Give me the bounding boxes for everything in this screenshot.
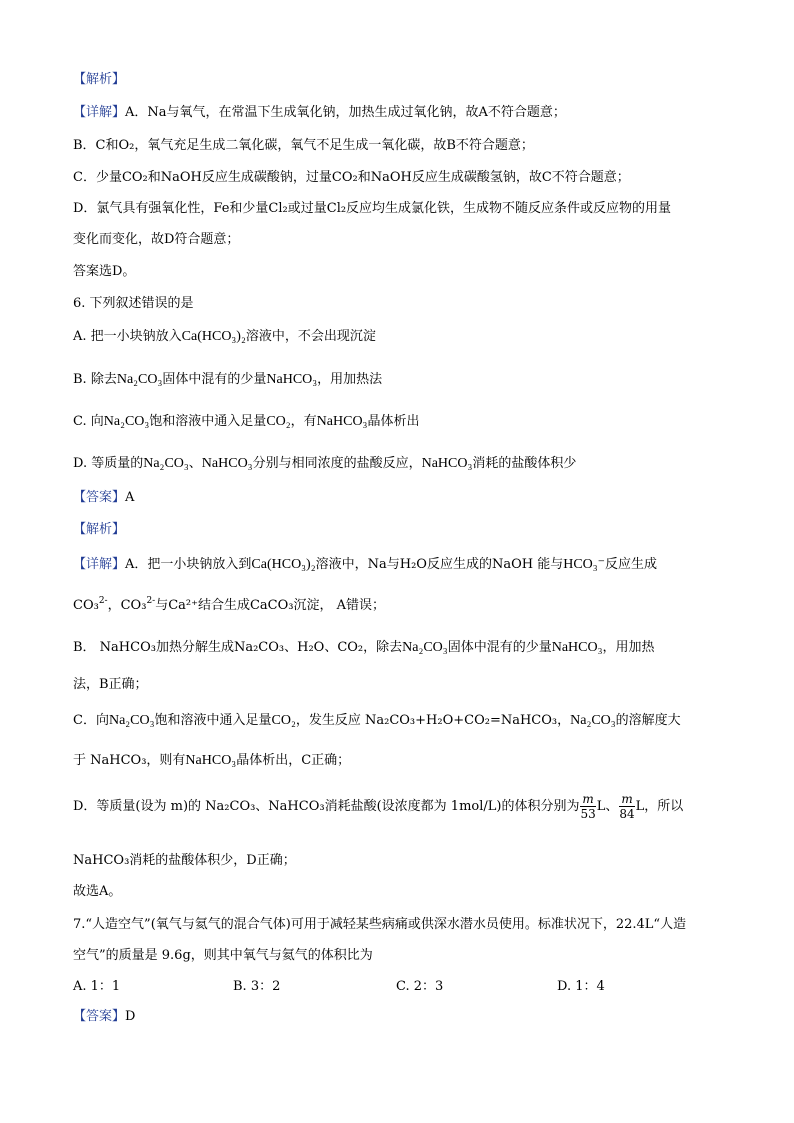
explain-6-a-line1 bbox=[73, 553, 657, 573]
question-7-option-b: B. 3：2 bbox=[233, 979, 281, 994]
superscript: 2- bbox=[146, 596, 156, 606]
option-d-text: 、 bbox=[188, 456, 202, 471]
question-6-option-b bbox=[73, 368, 382, 388]
text: L、 bbox=[596, 799, 619, 814]
answer-value: A bbox=[125, 490, 135, 505]
fraction-denominator: 53 bbox=[580, 807, 596, 821]
explanation-d-line2: 变化而变化，故D符合题意； bbox=[73, 232, 240, 247]
explain-6-b-line1 bbox=[73, 636, 654, 656]
question-6-analysis bbox=[73, 518, 125, 537]
formula: NaHCO₃ bbox=[201, 456, 253, 471]
text: 晶体析出，C正确； bbox=[236, 753, 351, 768]
question-6-stem: 6. 下列叙述错误的是 bbox=[73, 296, 194, 311]
option-d-text: 消耗的盐酸体积少 bbox=[472, 456, 577, 471]
formula: HCO₃⁻ bbox=[563, 557, 606, 572]
detail-tag: 【详解】 bbox=[73, 557, 126, 572]
question-6-option-d bbox=[73, 452, 576, 472]
explain-6-b-line2: 法，B正确； bbox=[73, 677, 148, 692]
formula: Na₂CO₃ bbox=[143, 456, 189, 471]
explain-6-d-line2: NaHCO₃消耗的盐酸体积少，D正确； bbox=[73, 853, 296, 868]
text: ，CO₃ bbox=[107, 598, 147, 613]
question-7-option-c: C. 2：3 bbox=[396, 979, 444, 994]
formula: Ca(HCO₃)₂ bbox=[181, 329, 246, 344]
text: 的溶解度大 bbox=[615, 713, 681, 728]
formula: NaHCO₃ bbox=[266, 372, 318, 387]
formula: NaHCO₃ bbox=[185, 753, 237, 768]
answer-value: D bbox=[125, 1009, 136, 1024]
option-b-text: B. 除去 bbox=[73, 372, 117, 387]
explain-6-c-line2 bbox=[73, 749, 350, 769]
question-6-answer bbox=[73, 486, 134, 505]
text: ，发生反应 Na₂CO₃+H₂O+CO₂=NaHCO₃， bbox=[295, 713, 571, 728]
question-7-option-a: A. 1：1 bbox=[73, 979, 121, 994]
explanation-c: C．少量CO₂和NaOH反应生成碳酸钠，过量CO₂和NaOH反应生成碳酸氢钠，故C不符合题意； bbox=[73, 170, 630, 185]
answer-tag: 【答案】 bbox=[73, 490, 126, 505]
fraction-numerator: m bbox=[582, 792, 594, 806]
fraction-denominator: 84 bbox=[619, 807, 635, 821]
explain-6-select: 故选A。 bbox=[73, 884, 122, 899]
analysis-tag: 【解析】 bbox=[73, 72, 126, 87]
text: 于 NaHCO₃，则有 bbox=[73, 753, 186, 768]
formula: Na₂CO₃ bbox=[116, 372, 163, 387]
fraction-m-over-53 bbox=[580, 792, 595, 821]
explain-6-c-line1 bbox=[73, 709, 681, 729]
text: 反应生成 bbox=[605, 557, 658, 572]
fraction-m-over-84 bbox=[619, 792, 634, 821]
text: 饱和溶液中通入足量 bbox=[154, 713, 272, 728]
formula: NaHCO₃ bbox=[316, 414, 368, 429]
question-6-option-a bbox=[73, 325, 376, 345]
option-c-text: ，有 bbox=[290, 414, 317, 429]
text: L，所以 bbox=[635, 799, 684, 814]
fraction-numerator: m bbox=[621, 792, 633, 806]
question-7-stem-line2: 空气”的质量是 9.6g，则其中氧气与氦气的体积比为 bbox=[73, 948, 373, 963]
question-7-option-d: D. 1：4 bbox=[557, 979, 605, 994]
option-a-text: 溶液中，不会出现沉淀 bbox=[245, 329, 376, 344]
question-7-stem-line1: 7.“人造空气”(氧气与氦气的混合气体)可用于减轻某些病痛或供深水潜水员使用。标准状况下，22.4L“人造 bbox=[73, 917, 687, 932]
option-c-text: C. 向 bbox=[73, 414, 104, 429]
answer-tag: 【答案】 bbox=[73, 1009, 126, 1024]
option-c-text: 饱和溶液中通入足量 bbox=[149, 414, 267, 429]
analysis-heading bbox=[73, 68, 125, 87]
superscript: 2- bbox=[98, 596, 108, 606]
explain-6-a-line2 bbox=[73, 594, 385, 613]
option-c-text: 晶体析出 bbox=[367, 414, 420, 429]
question-6-option-c bbox=[73, 410, 419, 430]
explain-6-d-line1 bbox=[73, 792, 683, 821]
text: ，用加热 bbox=[602, 640, 655, 655]
detail-tag: 【详解】 bbox=[73, 105, 126, 120]
explanation-b: B．C和O₂，氧气充足生成二氧化碳，氧气不足生成一氧化碳，故B不符合题意； bbox=[73, 138, 534, 153]
formula: Na₂CO₃ bbox=[570, 713, 616, 728]
formula: Ca(HCO₃)₂ bbox=[251, 557, 316, 572]
text: A．把一小块钠放入到 bbox=[125, 557, 252, 572]
option-d-text: D. 等质量的 bbox=[73, 456, 144, 471]
analysis-tag: 【解析】 bbox=[73, 522, 126, 537]
formula: CO₂ bbox=[266, 414, 291, 429]
option-d-text: 分别与相同浓度的盐酸反应， bbox=[252, 456, 422, 471]
formula: Na₂CO₃ bbox=[402, 640, 448, 655]
option-b-text: ，用加热法 bbox=[317, 372, 383, 387]
text: B． NaHCO₃加热分解生成Na₂CO₃、H₂O、CO₂，除去 bbox=[73, 640, 403, 655]
text: C．向 bbox=[73, 713, 109, 728]
text: 溶液中，Na与H₂O反应生成的NaOH 能与 bbox=[315, 557, 564, 572]
text: 与Ca²⁺结合生成CaCO₃沉淀， A错误； bbox=[155, 598, 386, 613]
formula: NaHCO₃ bbox=[421, 456, 473, 471]
question-7-answer bbox=[73, 1005, 135, 1024]
explanation-a: A．Na与氧气，在常温下生成氧化钠，加热生成过氧化钠，故A不符合题意； bbox=[125, 105, 566, 120]
formula: NaHCO₃ bbox=[551, 640, 603, 655]
formula: CO₃ bbox=[73, 598, 99, 613]
text: D．等质量(设为 m)的 Na₂CO₃、NaHCO₃消耗盐酸(设浓度都为 1mol/L)的体积分别为 bbox=[73, 799, 580, 814]
explanation-d-line1: D．氯气具有强氧化性，Fe和少量Cl₂或过量Cl₂反应均生成氯化铁，生成物不随反应条件或反应物的用量 bbox=[73, 201, 672, 216]
option-a-text: A. 把一小块钠放入 bbox=[73, 329, 182, 344]
formula: Na₂CO₃ bbox=[108, 713, 155, 728]
text: 固体中混有的少量 bbox=[447, 640, 552, 655]
formula: CO₂ bbox=[271, 713, 296, 728]
detail-line-a bbox=[73, 101, 566, 120]
option-b-text: 固体中混有的少量 bbox=[162, 372, 267, 387]
formula: Na₂CO₃ bbox=[103, 414, 150, 429]
answer-conclusion: 答案选D。 bbox=[73, 264, 136, 279]
